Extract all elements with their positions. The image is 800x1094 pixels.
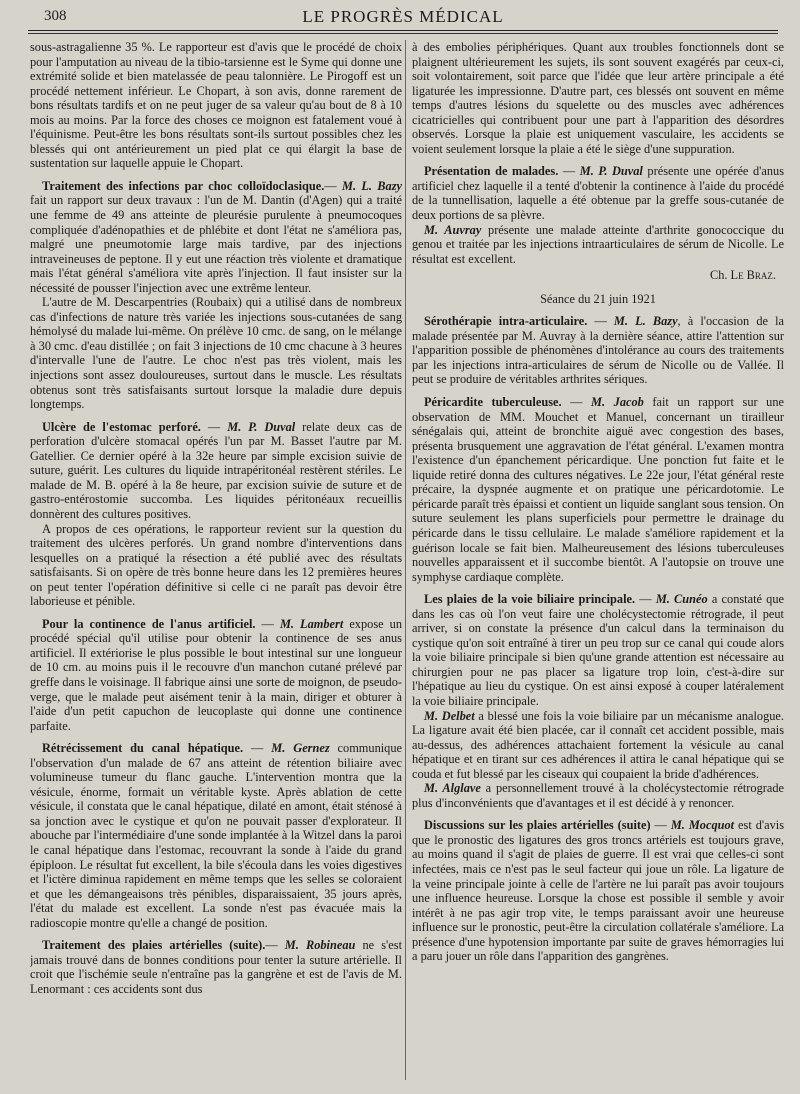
paragraph-text: présente une opérée d'anus artificiel chez laquelle il a tenté d'obtenir la continence à l'aide du procédé de la tunnellisation, laquelle a été obtenue par la greffe sous-cutanée de deux portions de sa plèvre. <box>412 164 784 223</box>
paragraph: sous-astragalienne 35 %. Le rapporteur est d'avis que le procédé de choix pour l'amputation au niveau de la tibio-tarsienne est le Syme qui donne une extrémité solide et bien matelassée de peau talonnière. Le Pirogoff est un procédé nettement inférieur. Le Chopart, à son avis, donne rarement de bons résultats tardifs et on ne peut juger de sa valeur qu'au bout de 8 à 10 mois au moins. Par la force des choses ce moignon est fatalement voué à l'équinisme. Peut-être les bons résultats sont-ils surtout possibles chez les blessés qui ont antérieurement un pied plat ce qui élargit la base de sustentation sur laquelle appuie le Chopart. <box>30 40 402 171</box>
author-name: M. Auvray <box>424 222 482 237</box>
author-name: M. Alglave <box>424 781 481 796</box>
dash: — <box>587 314 614 329</box>
journal-title: LE PROGRÈS MÉDICAL <box>302 7 504 26</box>
paragraph-text: est d'avis que le pronostic des ligatures des gros troncs artériels est toujours grave, au moins quand il s'agit de plaies de guerre. Il est vrai que celles-ci sont infectées, mais ce n'est pas le seul facteur qui joue un rôle. La ligature de la veine principale jointe à celle de l'artère ne lui paraît pas avoir toujours une influence heureuse. Lorsque la chose est possible il semble y avoir intérêt à ne pas agir trop vite, le temps paraissant avoir une heureuse influence sur le pronostic, peut-être la circulation collatérale s'améliore. La présence d'une hypotension importante par suite de graves hémorragies lui a paru jouer un rôle dans l'apparition des gangrènes. <box>412 818 784 964</box>
paragraph <box>412 781 784 810</box>
right-column <box>412 40 784 1080</box>
paragraph: L'autre de M. Descarpentries (Roubaix) qui a utilisé dans de nombreux cas d'infections de nature très variée les injections sous-cutanées de sang hémolysé du malade lui-même. On prélève 10 cmc. de sang, on le mélange à 30 cmc. d'eau distillée ; on fait 3 injections de 10 cmc chacune à 3 heures d'intervalle l'une de l'autre. Le choc n'est pas très violent, mais les injections sont assez douloureuses, surtout dans le muscle. Les résultats obtenus sont très satisfaisants surtout lorsque la maladie dure depuis longtemps. <box>30 295 402 412</box>
paragraph-text: a constaté que dans les cas où l'on veut faire une cholécystectomie rétrograde, il peut arriver, si on constate la présence d'un calcul dans la terminaison du cystique qu'on soit entraîné à tirer un peu trop sur ce canal qui coude alors la voie biliaire principale si bien qu'une grande attention est nécessaire au chirurgien pour ne pas placer sa ligature trop loin, c'est-à-dire sur l'hépatique au lieu du cystique. On est ainsi exposé à couper latéralement la voie biliaire principale. <box>412 592 784 708</box>
section-plaies-voie-biliaire <box>412 592 784 708</box>
dash: — <box>324 178 342 193</box>
author-name: M. Cunéo <box>655 592 708 607</box>
section-title: Sérothérapie intra-articulaire. <box>424 314 588 329</box>
paragraph: A propos de ces opérations, le rapporteur revient sur la question du traitement des ulcères perforés. Un grand nombre d'interventions dans lesquelles on a pratiqué la résection a été publié avec des résultats satisfaisants. Si on opère de très bonne heure dans les 12 premières heures on peut tenter l'opération définitive si celle ci ne paraît pas devoir être laborieuse et pénible. <box>30 521 402 609</box>
author-name: M. Delbet <box>424 708 475 723</box>
dash: — <box>243 741 272 756</box>
dash: — <box>561 395 592 410</box>
author-name: M. Gernez <box>271 741 330 756</box>
page-header <box>28 6 778 30</box>
dash: — <box>650 818 671 833</box>
dash: — <box>265 938 285 953</box>
author-name: M. P. Duval <box>579 164 643 179</box>
signature-prefix: Ch. <box>709 268 731 283</box>
column-divider <box>405 40 406 1080</box>
section-title: Traitement des infections par choc colloïdoclasique. <box>42 178 325 193</box>
paragraph: à des embolies périphériques. Quant aux troubles fonctionnels dont se plaignent ultérieurement les sujets, ils sont souvent exagérés par ceux-ci, soit volontairement, soit parce que l'idée que leur artère principale a été ligaturée les impressionne. D'autre part, ces blessés ont souvent en même temps d'autres lésions du squelette ou des muscles avec adhérences cicatricielles qui contribuent pour une part à l'apparition des désordres observés. Lorsque la plaie est uniquement vasculaire, les accidents se voient seulement lorsque la plaie a été le siège d'une suppuration. <box>412 40 784 156</box>
section-traitement-infections <box>30 179 402 295</box>
section-continence-anus <box>30 617 402 733</box>
signature-name: Le Braz. <box>730 268 776 283</box>
section-title: Rétrécissement du canal hépatique. <box>42 741 244 756</box>
section-pericardite <box>412 395 784 584</box>
dash: — <box>255 616 280 631</box>
section-title: Ulcère de l'estomac perforé. <box>42 419 201 434</box>
left-column <box>30 40 402 1080</box>
paragraph-text: , à l'occasion de la malade présentée par M. Auvray à la dernière séance, attire l'attention sur l'apparition possible de phénomènes d'intolérance au cours des traitements par les injections intra-articulaires de sérum de Nicolle ou de Vallée. Il peut se produire de véritables arthrites sériques. <box>412 314 784 387</box>
paragraph-text: a personnellement trouvé à la cholécystectomie rétrograde plus d'inconvénients que d'avantages et il est décidé à y renoncer. <box>412 781 784 810</box>
section-presentation-malades <box>412 164 784 222</box>
dash: — <box>200 419 228 434</box>
section-title: Présentation de malades. <box>424 164 559 179</box>
session-heading: Séance du 21 juin 1921 <box>540 291 656 306</box>
paragraph-text: a blessé une fois la voie biliaire par un mécanisme analogue. La ligature avait été bien placée, car il connaît cet accident possible, mais au-dessus, des adhérences attachaient fortement la vésicule au canal hépatique et en tirant sur ces adhérences il attira le canal hépatique qui se couda et fut blessé par les ciseaux qui coupaient la bride d'adhérences. <box>412 708 784 781</box>
dash: — <box>558 164 580 179</box>
author-name: M. L. Bazy <box>341 178 402 193</box>
section-serotherapie <box>412 314 784 387</box>
section-plaies-arterielles <box>30 938 402 996</box>
signature <box>412 268 784 283</box>
author-name: M. Robineau <box>284 938 356 953</box>
section-title: Péricardite tuberculeuse. <box>424 395 562 410</box>
header-rule-thin <box>28 33 778 34</box>
author-name: M. Jacob <box>591 395 644 410</box>
paragraph-text: présente une malade atteinte d'arthrite gonococcique du genou et traitée par les injections intraarticulaires de sérum de Nicolle. Le résultat est excellent. <box>412 222 784 266</box>
paragraph-text: communique l'observation d'un malade de 67 ans atteint de rétention biliaire avec volumineuse tumeur du flanc gauche. L'intervention montra que la vésicule, énorme, formait un véritable kyste. Après ablation de cette vésicule, il constata que le canal hépatique, dilaté en amont, était sténosé à sa jonction avec le cystique et qu'on ne pouvait passer d'explorateur. Il abouche par l'intermédiaire d'une sonde implantée à la Witzel dans la paroi le canal hépatique dans l'estomac, recouvrant la sonde à l'aide du grand épiploon. Le résultat fut excellent, la bile s'écoula dans les voies digestives et l'ictère diminua rapidement en même temps que les selles se coloraient et que les démangeaisons très pénibles, disparaissaient, 35 jours après, l'état du malade est excellent. La sonde n'est pas évacuée mais la radioscopie montre qu'elle a changé de position. <box>30 741 402 930</box>
paragraph-text: expose un procédé spécial qu'il utilise pour obtenir la continence de ses anus artificiel. Il extériorise le plus possible le bout intestinal sur une longueur de 10 cm. au moins puis il le recouvre d'un manchon cutané prélevé par greffe dans le voisinage. Il fabrique ainsi une sorte de moignon, de pseudo-verge, que le malade peut aisément tenir à la main, diriger et obturer à l'aide d'un petit capuchon de leucoplaste qui donne une continence parfaite. <box>30 616 402 733</box>
header-rule <box>28 30 778 31</box>
section-discussions-plaies <box>412 818 784 963</box>
author-name: M. L. Bazy <box>613 314 678 329</box>
author-name: M. P. Duval <box>227 419 296 434</box>
section-ulcere-estomac <box>30 420 402 522</box>
paragraph-text: fait un rapport sur une observation de MM. Mouchet et Manuel, concernant un tirailleur sénégalais qui, atteint de bronchite aiguë avec congestion des bases, présenta brusquement une aggravation de l'état général. L'examen montra l'existence d'un épanchement péricardique. Une ponction fut faite et le liquide retiré donna des cultures négatives. Le 22e jour, l'état général reste précaire, la dyspnée augmente et on pratique une péricardotomie. Le péricarde paraît très épaissi et contient un liquide sanglant sous tension. On suture seulement les plans superficiels pour permettre le drainage du péricarde dans le tissu cellulaire. Le malade s'améliore rapidement et la guérison locale se fait bien. Malheureusement des lésions tuberculeuses nouvelles apparaissent et il succombe bientôt. A l'autopsie on trouve une symphyse cardiaque complète. <box>412 395 784 584</box>
paragraph <box>412 709 784 782</box>
section-title: Les plaies de la voie biliaire principale. <box>424 592 636 607</box>
paragraph <box>412 223 784 267</box>
section-title: Discussions sur les plaies artérielles (suite) <box>424 818 651 833</box>
author-name: M. Lambert <box>279 616 344 631</box>
dash: — <box>635 592 656 607</box>
paragraph-text: fait un rapport sur deux travaux : l'un de M. Dantin (d'Agen) qui a traité une femme de 49 ans atteinte de pleurésie purulente à pneumocoques compliquée d'adénopathies et de phlébite et dont l'état ne s'améliora pas, malgré une pneumotomie large mais tardive, par des injections intraveineuses de peptone. Il y eut une réaction très violente et dramatique mais l'état général s'améliora vite après l'injection. Il faut insister sur la nécessité de pousser l'injection avec une extrême lenteur. <box>30 193 402 295</box>
paragraph-text: relate deux cas de perforation d'ulcère stomacal opérés l'un par M. Basset l'autre par M. Gatellier. Ce dernier opéré à la 32e heure par simple excision suivie de suture, guérit. Les cultures du liquide intrapéritonéal restèrent stériles. Le malade de M. B. opéré à la 8e heure, par excision suivie de suture et de gastro-entérostomie succomba. Les liquides péritonéaux recueillis donnèrent des cultures positives. <box>30 419 402 521</box>
section-title: Pour la continence de l'anus artificiel. <box>42 616 256 631</box>
section-retrecissement-canal <box>30 741 402 930</box>
page-number: 308 <box>44 8 67 24</box>
paragraph-text: ne s'est jamais trouvé dans de bonnes conditions pour tenter la suture artérielle. Il croit que l'ischémie seule n'entraîne pas la gangrène et est de l'avis de M. Lenormant : ces accidents sont dus <box>30 938 402 996</box>
author-name: M. Mocquot <box>670 818 735 833</box>
section-title: Traitement des plaies artérielles (suite). <box>42 938 266 953</box>
